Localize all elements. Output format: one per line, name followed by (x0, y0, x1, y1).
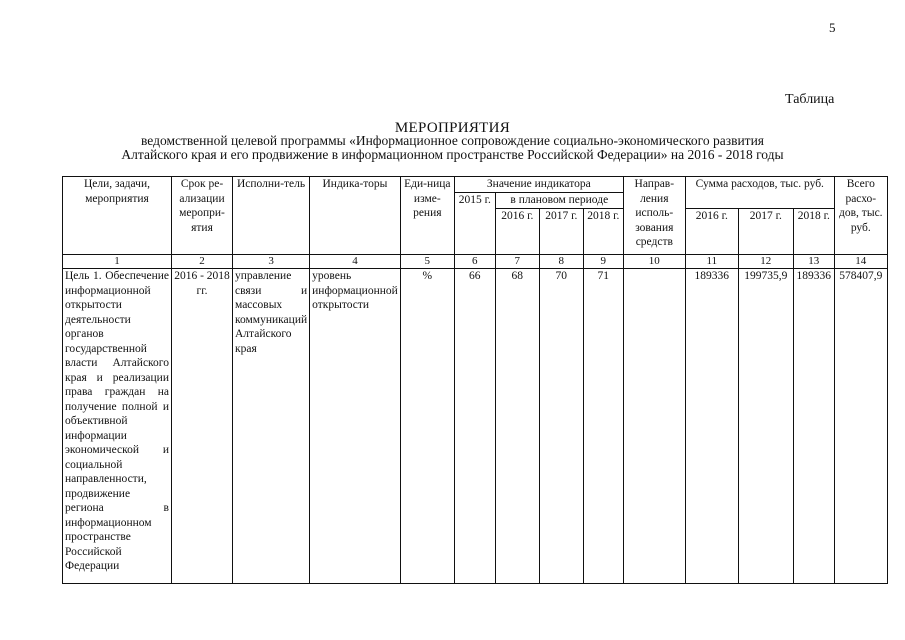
header-expense-2016: 2016 г. (685, 209, 738, 255)
column-number: 13 (793, 255, 834, 269)
column-number: 10 (623, 255, 685, 269)
expense-2016-cell: 189336 (685, 269, 738, 584)
column-number: 7 (495, 255, 539, 269)
column-number: 6 (454, 255, 495, 269)
header-expenses: Сумма расходов, тыс. руб. (685, 177, 834, 209)
page-number: 5 (829, 20, 836, 35)
column-number: 12 (738, 255, 793, 269)
value-2017-cell: 70 (539, 269, 583, 584)
header-goals: Цели, задачи, мероприятия (63, 177, 172, 255)
value-2016-cell: 68 (495, 269, 539, 584)
document-title: МЕРОПРИЯТИЯ (394, 120, 511, 136)
header-unit: Еди-ница изме-рения (400, 177, 454, 255)
measures-table (62, 176, 888, 584)
document-subtitle-line-1: ведомственной целевой программы «Информационное сопровождение социально-экономического развития (140, 133, 765, 148)
column-number: 2 (172, 255, 233, 269)
header-expense-2017: 2017 г. (738, 209, 793, 255)
column-number: 5 (400, 255, 454, 269)
header-indicators: Индика-торы (310, 177, 401, 255)
header-year-2015: 2015 г. (454, 193, 495, 255)
executor-cell: управление связи и массовых коммуникаций Алтайского края (233, 269, 310, 584)
unit-cell: % (400, 269, 454, 584)
header-indicator-value: Значение индикатора (454, 177, 623, 193)
column-number: 11 (685, 255, 738, 269)
header-year-2017: 2017 г. (539, 209, 583, 255)
value-2018-cell: 71 (583, 269, 623, 584)
expense-2017-cell: 199735,9 (738, 269, 793, 584)
total-cell: 578407,9 (834, 269, 887, 584)
header-executor: Исполни-тель (233, 177, 310, 255)
column-number: 4 (310, 255, 401, 269)
header-year-2018: 2018 г. (583, 209, 623, 255)
header-expense-2018: 2018 г. (793, 209, 834, 255)
header-year-2016: 2016 г. (495, 209, 539, 255)
period-cell: 2016 - 2018 гг. (172, 269, 233, 584)
goal-cell: Цель 1. Обеспечение информационной открытости деятельности органов государственной власти Алтайского края и реализации права граждан на получение полной и объективной информации экономической и социальной направленности, продвижение региона в информационном пространстве Российской Федерации (63, 269, 172, 584)
header-period: Срок ре-ализации меропри-ятия (172, 177, 233, 255)
value-2015-cell: 66 (454, 269, 495, 584)
column-number: 3 (233, 255, 310, 269)
direction-cell (623, 269, 685, 584)
expense-2018-cell: 189336 (793, 269, 834, 584)
indicator-cell: уровень информационной открытости (310, 269, 401, 584)
header-total: Всего расхо-дов, тыс. руб. (834, 177, 887, 255)
column-number: 9 (583, 255, 623, 269)
column-number: 1 (63, 255, 172, 269)
header-planning-period: в плановом периоде (495, 193, 623, 209)
table-row (63, 269, 888, 584)
document-subtitle-line-2: Алтайского края и его продвижение в информационном пространстве Российской Федерации» на 2016 - 2018 годы (121, 147, 784, 162)
header-directions: Направ-ления исполь-зования средств (623, 177, 685, 255)
column-number: 14 (834, 255, 887, 269)
table-label: Таблица (785, 92, 835, 107)
column-number: 8 (539, 255, 583, 269)
